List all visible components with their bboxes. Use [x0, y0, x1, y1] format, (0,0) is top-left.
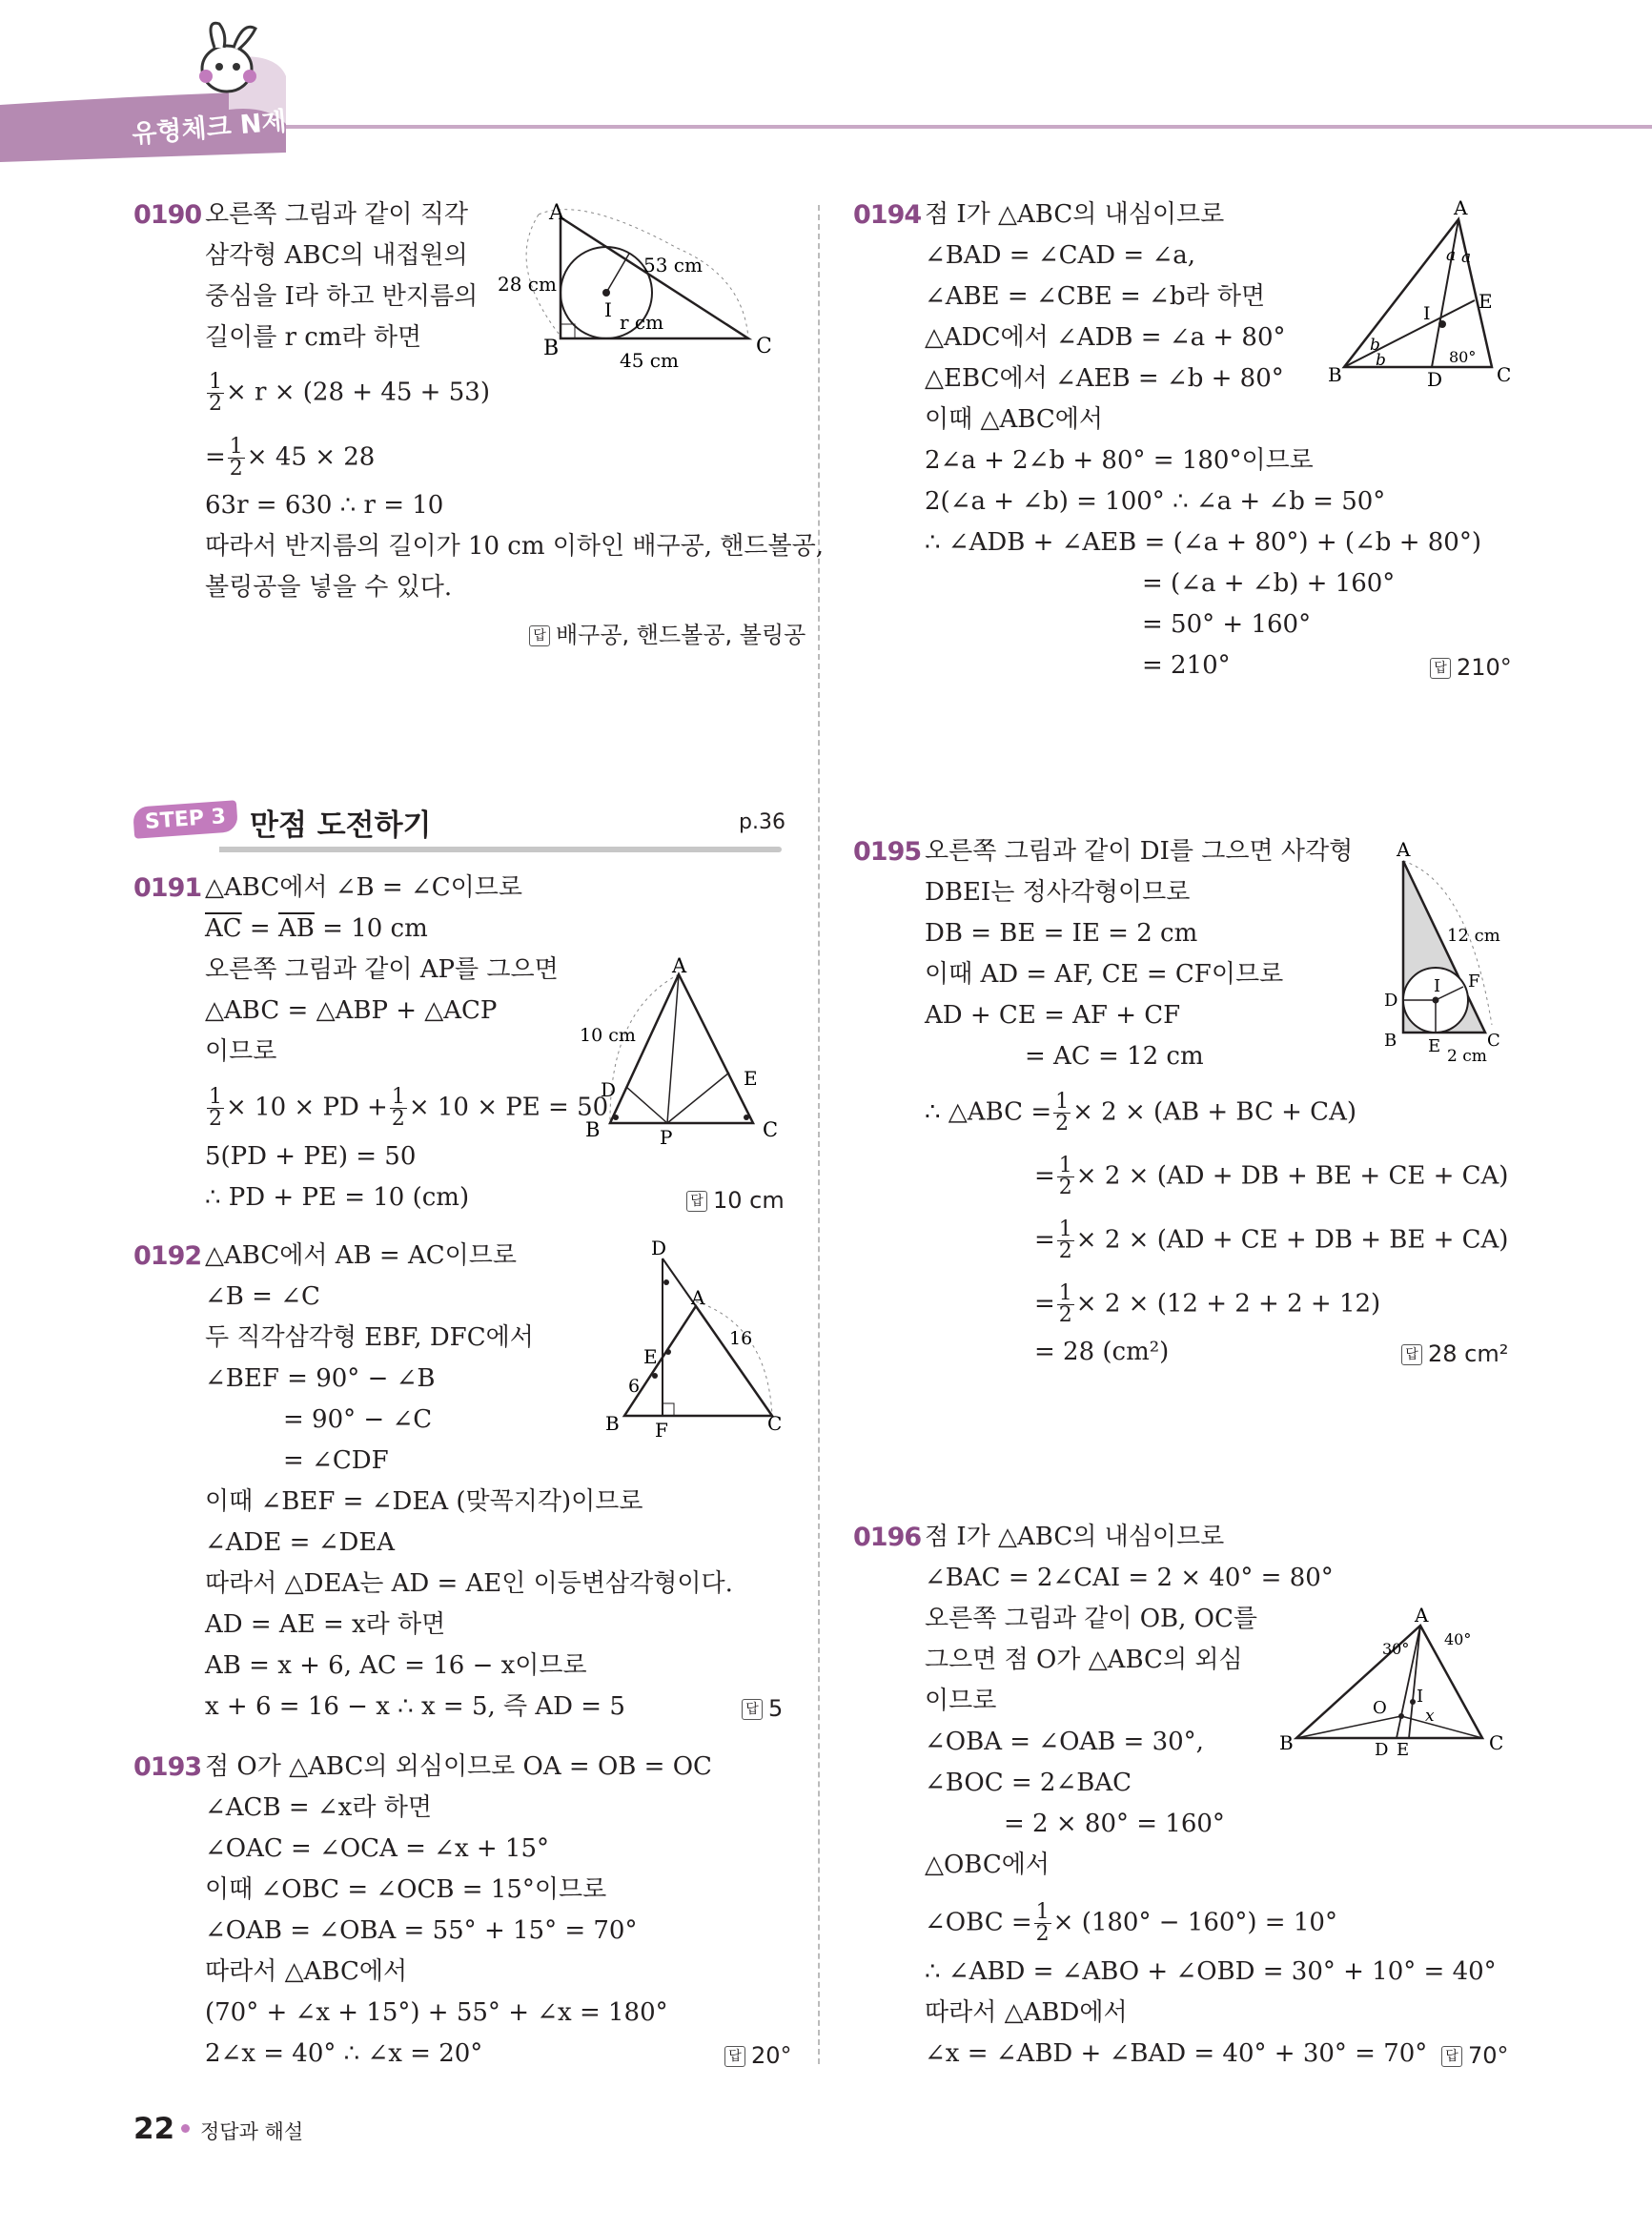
svg-text:53 cm: 53 cm [643, 254, 703, 276]
equation-line: = $\frac{1}{2}$ × 2 × (AD + CE + DB + BE + CA) [1034, 1217, 1509, 1263]
equation-line: = 90° − ∠C [283, 1405, 433, 1434]
text-line: 두 직각삼각형 EBF, DFC에서 [205, 1323, 534, 1352]
text-line: 이므로 [205, 1037, 277, 1066]
svg-text:D: D [601, 1078, 617, 1101]
svg-text:40°: 40° [1444, 1630, 1472, 1648]
svg-text:28 cm: 28 cm [498, 273, 557, 296]
equation-line: ∠OBC = $\frac{1}{2}$ × (180° − 160°) = 10° [925, 1900, 1337, 1946]
answer: 답 210° [1430, 654, 1512, 681]
answer-mark-icon: 답 [1441, 2046, 1462, 2067]
svg-text:I: I [1434, 976, 1441, 996]
svg-text:I: I [1423, 303, 1431, 324]
svg-text:C: C [1497, 363, 1512, 386]
equation-line: ∠OAC = ∠OCA = ∠x + 15° [205, 1834, 550, 1863]
svg-text:B: B [543, 337, 560, 360]
text-line: DBEI는 정사각형이므로 [925, 878, 1191, 907]
equation-line: △ABC에서 AB = AC이므로 [205, 1241, 517, 1270]
answer-mark-icon: 답 [1401, 1344, 1422, 1365]
problem-number: 0191 [133, 873, 202, 903]
svg-text:b: b [1370, 336, 1380, 355]
svg-text:E: E [1479, 290, 1493, 313]
svg-text:B: B [1384, 1031, 1397, 1051]
svg-text:D: D [1427, 368, 1443, 386]
answer: 답 배구공, 핸드볼공, 볼링공 [529, 616, 806, 649]
svg-text:I: I [1417, 1687, 1424, 1707]
equation-line: x + 6 = 16 − x ∴ x = 5, 즉 AD = 5 [205, 1692, 625, 1721]
equation-line: 2∠x = 40° ∴ ∠x = 20° [205, 2039, 483, 2068]
svg-text:B: B [1279, 1731, 1294, 1754]
equation-line: △ADC에서 ∠ADB = ∠a + 80° [925, 323, 1286, 352]
text-line: 오른쪽 그림과 같이 직각 [205, 200, 468, 229]
equation-line: 5(PD + PE) = 50 [205, 1142, 417, 1171]
page-number: 22 [133, 2112, 175, 2146]
equation-line: 이때 ∠OBC = ∠OCB = 15°이므로 [205, 1875, 607, 1904]
svg-text:O: O [1373, 1698, 1387, 1718]
problem-number: 0193 [133, 1752, 202, 1782]
svg-text:D: D [1375, 1740, 1389, 1760]
equation-line: ∴ △ABC = $\frac{1}{2}$ × 2 × (AB + BC + CA) [925, 1090, 1356, 1135]
equation-line: ∠BEF = 90° − ∠B [205, 1364, 436, 1393]
header-label: 유형체크 N제 [131, 106, 288, 151]
figure-0191 [572, 953, 801, 1149]
text-line: 그으면 점 O가 △ABC의 외심 [925, 1646, 1243, 1674]
equation-line: ∴ ∠ABD = ∠ABO + ∠OBD = 30° + 10° = 40° [925, 1957, 1497, 1986]
svg-text:A: A [549, 201, 564, 225]
svg-text:80°: 80° [1449, 348, 1477, 366]
equation-line: 2∠a + 2∠b + 80° = 180°이므로 [925, 446, 1314, 475]
equation-line: $\frac{1}{2}$ × 10 × PD + $\frac{1}{2}$ × 10 × PE = 50 [209, 1085, 609, 1131]
svg-text:C: C [756, 335, 772, 358]
svg-text:D: D [651, 1239, 667, 1259]
figure-0195 [1373, 834, 1516, 1073]
equation-line: = 50° + 160° [1142, 610, 1312, 639]
equation-line: 점 O가 △ABC의 외심이므로 OA = OB = OC [205, 1752, 712, 1781]
answer: 답 28 cm² [1401, 1340, 1508, 1367]
svg-text:a: a [1461, 248, 1472, 267]
svg-text:E: E [744, 1067, 758, 1090]
svg-text:30°: 30° [1382, 1640, 1410, 1658]
text-line: 따라서 △ABC에서 [205, 1957, 408, 1986]
problem-number: 0196 [853, 1523, 922, 1552]
svg-text:P: P [660, 1126, 673, 1149]
answer: 답 20° [724, 2042, 792, 2069]
equation-line: ∠OBA = ∠OAB = 30°, [925, 1728, 1204, 1756]
problem-number: 0194 [853, 200, 922, 230]
equation-line: = $\frac{1}{2}$ × 2 × (AD + DB + BE + CE + CA) [1034, 1154, 1509, 1199]
text-line: 따라서 △ABD에서 [925, 1998, 1128, 2027]
text-line: 따라서 △DEA는 AD = AE인 이등변삼각형이다. [205, 1569, 733, 1598]
equation-line: ∠BAD = ∠CAD = ∠a, [925, 241, 1195, 270]
equation-line: AB = x + 6, AC = 16 − x이므로 [205, 1651, 587, 1680]
svg-text:10 cm: 10 cm [580, 1025, 636, 1046]
equation-line: $\frac{1}{2}$ × r × (28 + 45 + 53) [209, 370, 490, 416]
svg-text:A: A [1415, 1606, 1429, 1626]
svg-text:2 cm: 2 cm [1447, 1047, 1487, 1066]
equation-line: ∠OAB = ∠OBA = 55° + 15° = 70° [205, 1916, 638, 1945]
step-badge: STEP 3 [133, 800, 238, 839]
equation-line: = 28 (cm²) [1034, 1338, 1170, 1366]
text-line: 오른쪽 그림과 같이 AP를 그으면 [205, 955, 559, 984]
equation-line: ∠B = ∠C [205, 1282, 320, 1311]
svg-text:C: C [1489, 1731, 1504, 1754]
figure-0192 [596, 1239, 801, 1440]
step-page-ref: p.36 [739, 810, 785, 834]
equation-line: $\overline{AC} = \overline{AB} = 10$ cm [205, 914, 428, 943]
svg-text:E: E [643, 1345, 658, 1368]
svg-text:a: a [1446, 246, 1457, 265]
equation-line: AD = AE = x라 하면 [205, 1610, 446, 1639]
text-line: 점 I가 △ABC의 내심이므로 [925, 200, 1225, 229]
equation-line: AD + CE = AF + CF [925, 1001, 1181, 1030]
equation-line: ∴ PD + PE = 10 (cm) [205, 1183, 470, 1212]
equation-line: = 2 × 80° = 160° [1004, 1810, 1225, 1838]
svg-text:16: 16 [729, 1328, 753, 1349]
text-line: 오른쪽 그림과 같이 OB, OC를 [925, 1605, 1257, 1633]
rabbit-mascot-icon [199, 23, 256, 92]
equation-line: ∠x = ∠ABD + ∠BAD = 40° + 30° = 70° [925, 2039, 1428, 2068]
equation-line: ∠BOC = 2∠BAC [925, 1769, 1132, 1797]
svg-text:E: E [1397, 1740, 1410, 1760]
svg-text:C: C [763, 1118, 779, 1141]
text-line: 중심을 I라 하고 반지름의 [205, 282, 479, 311]
svg-text:I: I [604, 298, 612, 321]
equation-line: 이때 AD = AF, CE = CF이므로 [925, 960, 1284, 989]
problem-number: 0190 [133, 200, 202, 230]
svg-text:b: b [1376, 351, 1386, 370]
svg-text:D: D [1384, 991, 1398, 1011]
figure-0190 [486, 200, 791, 372]
text-line: 길이를 r cm라 하면 [205, 323, 422, 352]
equation-line: ∠ABE = ∠CBE = ∠b라 하면 [925, 282, 1266, 311]
svg-text:A: A [672, 954, 687, 977]
svg-text:B: B [585, 1118, 601, 1141]
svg-text:C: C [1487, 1031, 1500, 1051]
step-title: 만점 도전하기 [250, 808, 432, 843]
equation-line: ∠ADE = ∠DEA [205, 1528, 396, 1557]
figure-0194 [1320, 195, 1520, 386]
figure-0196 [1268, 1606, 1525, 1769]
svg-text:E: E [1428, 1036, 1441, 1056]
svg-text:r cm: r cm [620, 311, 664, 334]
equation-line: (70° + ∠x + 15°) + 55° + ∠x = 180° [205, 1998, 668, 2027]
svg-text:B: B [1328, 363, 1342, 386]
equation-line: 63r = 630 ∴ r = 10 [205, 491, 444, 520]
answer-mark-icon: 답 [742, 1699, 763, 1720]
answer: 답 5 [742, 1695, 783, 1722]
text-line: 오른쪽 그림과 같이 DI를 그으면 사각형 [925, 837, 1354, 866]
answer-mark-icon: 답 [686, 1191, 707, 1212]
footer-label: 정답과 해설 [200, 2120, 304, 2143]
equation-line: = AC = 12 cm [1025, 1042, 1204, 1071]
svg-text:12 cm: 12 cm [1447, 926, 1500, 946]
equation-line: △EBC에서 ∠AEB = ∠b + 80° [925, 364, 1284, 393]
bullet-icon [181, 2124, 190, 2133]
text-line: 삼각형 ABC의 내접원의 [205, 241, 468, 270]
equation-line: ∠BAC = 2∠CAI = 2 × 40° = 80° [925, 1564, 1334, 1592]
svg-text:B: B [605, 1412, 620, 1435]
equation-line: = 210° [1142, 651, 1231, 680]
svg-text:A: A [1454, 196, 1468, 219]
equation-line: = $\frac{1}{2}$ × 45 × 28 [205, 435, 376, 481]
answer: 답 70° [1441, 2042, 1509, 2069]
svg-text:F: F [1468, 972, 1480, 992]
svg-text:C: C [767, 1412, 783, 1435]
answer-mark-icon: 답 [529, 625, 550, 646]
svg-text:A: A [1397, 838, 1411, 861]
equation-line: 2(∠a + ∠b) = 100° ∴ ∠a + ∠b = 50° [925, 487, 1386, 516]
svg-text:F: F [655, 1419, 668, 1440]
column-divider [818, 205, 820, 2064]
equation-line: = ∠CDF [283, 1446, 389, 1475]
text-line: 점 I가 △ABC의 내심이므로 [925, 1523, 1225, 1551]
step-underline [219, 847, 782, 852]
problem-number: 0192 [133, 1241, 202, 1271]
equation-line: ∠ACB = ∠x라 하면 [205, 1793, 432, 1822]
problem-number: 0195 [853, 837, 922, 867]
svg-text:6: 6 [628, 1376, 641, 1397]
text-line: △ABC에서 ∠B = ∠C이므로 [205, 873, 522, 902]
equation-line: = $\frac{1}{2}$ × 2 × (12 + 2 + 2 + 12) [1034, 1281, 1381, 1327]
equation-line: ∴ ∠ADB + ∠AEB = (∠a + 80°) + (∠b + 80°) [925, 528, 1481, 557]
answer-mark-icon: 답 [724, 2046, 745, 2067]
text-line: 볼링공을 넣을 수 있다. [205, 573, 453, 602]
text-line: 이므로 [925, 1687, 997, 1715]
svg-text:45 cm: 45 cm [620, 349, 679, 372]
text-line: 이때 △ABC에서 [925, 405, 1103, 434]
svg-text:x: x [1425, 1707, 1435, 1726]
answer-mark-icon: 답 [1430, 658, 1451, 679]
text-line: 따라서 반지름의 길이가 10 cm 이하인 배구공, 핸드볼공, [205, 532, 825, 561]
text-line: △OBC에서 [925, 1851, 1050, 1879]
equation-line: = (∠a + ∠b) + 160° [1142, 569, 1396, 598]
text-line: 이때 ∠BEF = ∠DEA (맞꼭지각)이므로 [205, 1487, 643, 1516]
answer: 답 10 cm [686, 1187, 785, 1214]
equation-line: DB = BE = IE = 2 cm [925, 919, 1198, 948]
equation-line: △ABC = △ABP + △ACP [205, 996, 498, 1025]
svg-text:A: A [691, 1286, 705, 1309]
